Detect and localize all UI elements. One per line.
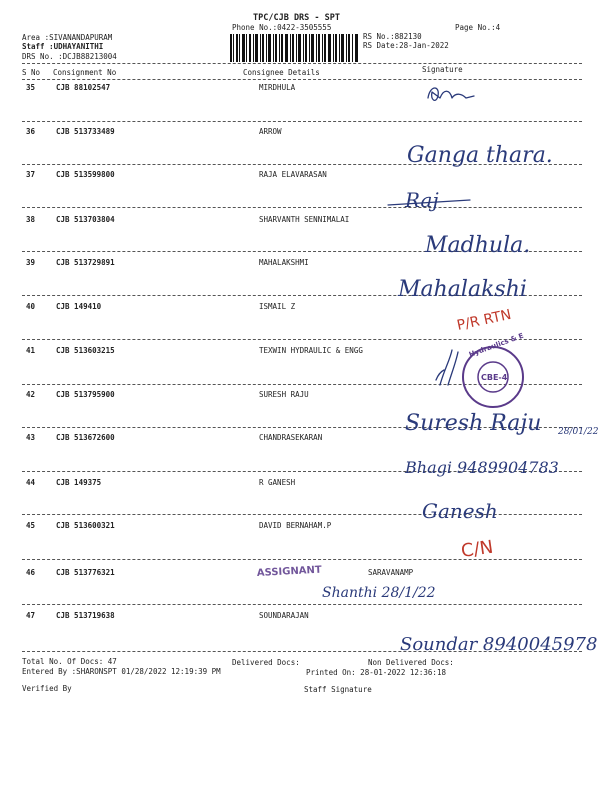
area-label: Area :SIVANANDAPURAM [22, 33, 113, 42]
column-header-signature: Signature [422, 65, 463, 74]
row-consignee: MIRDHULA [259, 83, 296, 92]
signature-row-43: Bhagi 9489904783 [405, 458, 559, 477]
stamp-row-41-center: CBE-4 [481, 373, 508, 382]
stamp-row-41-text: Hydraulics & E [467, 331, 525, 359]
row-consignee: DAVID BERNAHAM.P [259, 521, 332, 530]
annotation-row-40: P/R RTN [455, 306, 513, 334]
delivered-docs: Delivered Docs: [232, 658, 300, 667]
row-consignment: CJB 513719638 [56, 611, 115, 620]
rs-date: RS Date:28-Jan-2022 [363, 41, 449, 50]
staff-signature-label: Staff Signature [304, 685, 372, 694]
phone-number: Phone No.:0422-3505555 [232, 23, 332, 32]
row-consignee: CHANDRASEKARAN [259, 433, 323, 442]
signature-row-37 [388, 188, 470, 212]
entered-by: Entered By :SHARONSPT 01/28/2022 12:19:39 PM [22, 667, 221, 676]
non-delivered-docs: Non Delivered Docs: [368, 658, 454, 667]
signature-row-38: Madhula. [425, 233, 531, 258]
row-consignment: CJB 513795900 [56, 390, 115, 399]
verified-by: Verified By [22, 684, 72, 693]
row-sno: 45 [26, 521, 36, 530]
row-consignment: CJB 513600321 [56, 521, 115, 530]
signature-row-47: Soundar 8940045978 [400, 634, 598, 655]
column-header-consignee: Consignee Details [243, 68, 320, 77]
row-sno: 43 [26, 433, 36, 442]
page-number: Page No.:4 [455, 23, 501, 32]
row-consignment: CJB 513729891 [56, 258, 115, 267]
total-docs: Total No. Of Docs: 47 [22, 657, 117, 666]
row-sno: 40 [26, 302, 36, 311]
staff-label: Staff :UDHAYANITHI [22, 42, 104, 51]
row-consignment: CJB 513599800 [56, 170, 115, 179]
row-consignee: ISMAIL Z [259, 302, 296, 311]
row-sno: 39 [26, 258, 36, 267]
row-sno: 42 [26, 390, 36, 399]
row-consignment: CJB 513776321 [56, 568, 115, 577]
stamp-row-41 [463, 332, 525, 407]
signature-row-36: Ganga thara. [407, 143, 553, 168]
row-consignment: CJB 513733489 [56, 127, 115, 136]
row-sno: 44 [26, 478, 36, 487]
row-consignment: CJB 88102547 [56, 83, 111, 92]
signature-row-37-text: Raj [405, 188, 439, 212]
row-consignee: ARROW [259, 127, 282, 136]
stamp-row-46: ASSIGNANT [256, 564, 322, 579]
sheet-title: TPC/CJB DRS - SPT [253, 13, 340, 23]
signature-row-35 [428, 88, 474, 100]
row-sno: 35 [26, 83, 36, 92]
row-consignee: MAHALAKSHMI [259, 258, 309, 267]
column-header-sno: S No [22, 68, 41, 77]
row-consignee: TEXWIN HYDRAULIC & ENGG [259, 346, 363, 355]
drs-number: DRS No. :DCJB88213004 [22, 52, 117, 61]
row-consignee: SOUNDARAJAN [259, 611, 309, 620]
row-consignee: SHARVANTH SENNIMALAI [259, 215, 350, 224]
annotation-row-45: C/N [459, 536, 495, 562]
signature-row-44: Ganesh [422, 499, 498, 523]
row-sno: 37 [26, 170, 36, 179]
printed-on: Printed On: 28-01-2022 12:36:18 [306, 668, 446, 677]
signature-row-46: Shanthi 28/1/22 [322, 585, 436, 601]
row-consignment: CJB 149410 [56, 302, 102, 311]
row-consignee: SURESH RAJU [259, 390, 309, 399]
row-sno: 36 [26, 127, 36, 136]
signature-row-42-date: 28/01/22 [558, 427, 599, 437]
row-consignee: SARAVANAMP [368, 568, 414, 577]
signature-row-39: Mahalakshi [398, 277, 527, 302]
signature-row-41 [436, 350, 458, 385]
row-consignment: CJB 513672600 [56, 433, 115, 442]
row-consignment: CJB 149375 [56, 478, 102, 487]
column-header-consignment: Consignment No [53, 68, 117, 77]
row-sno: 46 [26, 568, 36, 577]
row-consignment: CJB 513703804 [56, 215, 115, 224]
row-sno: 41 [26, 346, 36, 355]
row-consignment: CJB 513603215 [56, 346, 115, 355]
signature-row-42: Suresh Raju [405, 411, 542, 436]
row-sno: 47 [26, 611, 36, 620]
row-consignee: RAJA ELAVARASAN [259, 170, 327, 179]
row-consignee: R GANESH [259, 478, 296, 487]
row-sno: 38 [26, 215, 36, 224]
rs-number: RS No.:882130 [363, 32, 422, 41]
